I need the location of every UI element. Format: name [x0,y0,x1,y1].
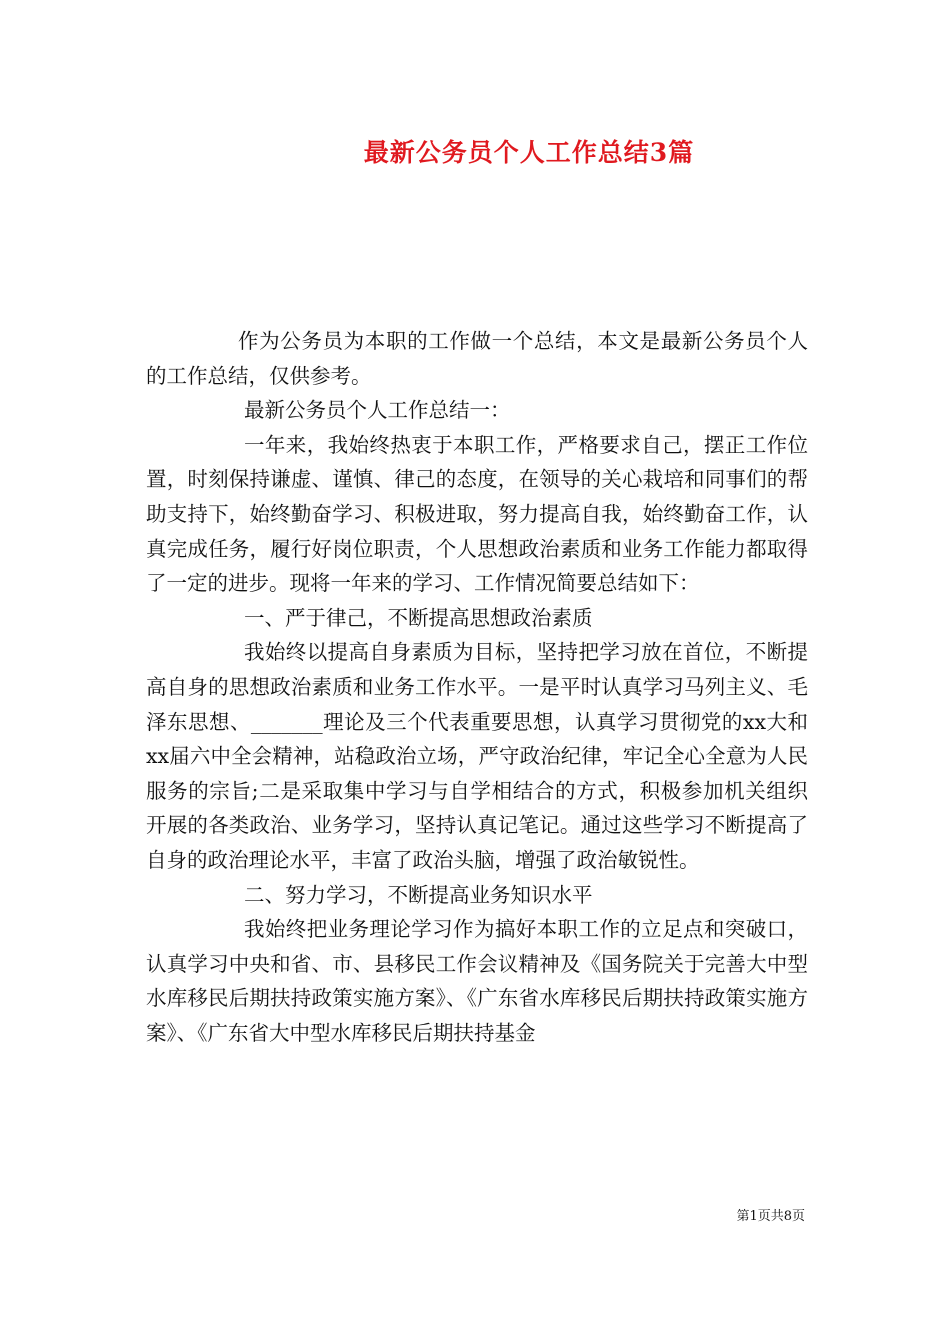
page-number: 第1页共8页 [736,1209,805,1224]
document-body [146,324,808,1050]
section-heading-two: 二、努力学习，不断提高业务知识水平 [244,882,593,907]
section-heading-one: 一、严于律己，不断提高思想政治素质 [244,605,593,630]
document-title: 最新公务员个人工作总结3篇 [363,138,695,167]
intro-paragraph: 作为公务员为本职的工作做一个总结，本文是最新公务员个人的工作总结，仅供参考。 [146,329,808,388]
body-paragraph: 一年来，我始终热衷于本职工作，严格要求自己，摆正工作位置，时刻保持谦虚、谨慎、律己的态度，在领导的关心栽培和同事们的帮助支持下，始终勤奋学习、积极进取，努力提高自我，始终勤奋工作，认真完成任务，履行好岗位职责，个人思想政治素质和业务工作能力都取得了一定的进步。现将一年来的学习、工作情况简要总结如下： [146,432,808,596]
body-paragraph: 我始终把业务理论学习作为搞好本职工作的立足点和突破口，认真学习中央和省、市、县移民工作会议精神及《国务院关于完善大中型水库移民后期扶持政策实施方案》、《广东省水库移民后期扶持政策实施方案》、《广东省大中型水库移民后期扶持基金 [146,917,808,1045]
body-paragraph: 我始终以提高自身素质为目标，坚持把学习放在首位，不断提高自身的思想政治素质和业务工作水平。一是平时认真学习马列主义、毛泽东思想、_______理论及三个代表重要思想，认真学习贯彻党的xx大和xx届六中全会精神，站稳政治立场，严守政治纪律，牢记全心全意为人民服务的宗旨;二是采取集中学习与自学相结合的方式，积极参加机关组织开展的各类政治、业务学习，坚持认真记笔记。通过这些学习不断提高了自身的政治理论水平，丰富了政治头脑，增强了政治敏锐性。 [146,640,808,872]
section-heading-summary-one: 最新公务员个人工作总结一： [244,398,511,423]
